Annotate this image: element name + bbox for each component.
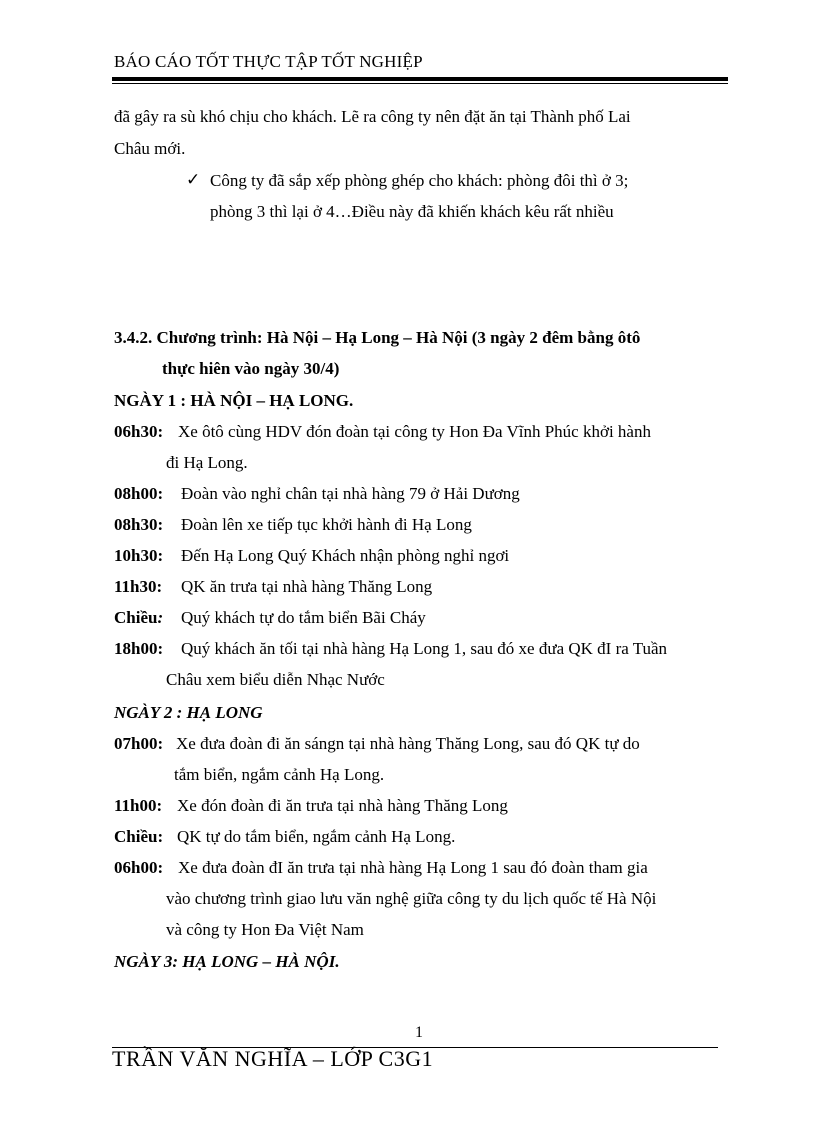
schedule-text-cont: Châu xem biểu diễn Nhạc Nước <box>166 670 385 689</box>
schedule-time <box>114 607 163 629</box>
schedule-text: Xe đón đoàn đi ăn trưa tại nhà hàng Thăng Long <box>177 796 508 815</box>
day3-title: NGÀY 3: HẠ LONG – HÀ NỘI. <box>114 952 340 971</box>
schedule-time: 10h30: <box>114 546 164 565</box>
bullet-line: phòng 3 thì lại ở 4…Điều này đã khiến khách kêu rất nhiều <box>210 202 614 221</box>
paragraph-line: đã gây ra sù khó chịu cho khách. Lẽ ra công ty nên đặt ăn tại Thành phố Lai <box>114 107 631 126</box>
header-rule-thin <box>112 83 728 84</box>
schedule-time: 08h30: <box>114 515 164 534</box>
schedule-text-cont: đi Hạ Long. <box>166 453 248 472</box>
schedule-time: 06h30: <box>114 422 164 441</box>
schedule-text: Đoàn vào nghỉ chân tại nhà hàng 79 ở Hải Dương <box>181 484 520 503</box>
schedule-text-cont: và công ty Hon Đa Việt Nam <box>166 920 364 939</box>
schedule-text-cont: vào chương trình giao lưu văn nghệ giữa công ty du lịch quốc tế Hà Nội <box>166 889 657 908</box>
page-number: 1 <box>415 1024 423 1041</box>
schedule-time: Chiều: <box>114 827 164 846</box>
schedule-time: 08h00: <box>114 484 164 503</box>
schedule-time: 11h30: <box>114 577 163 596</box>
schedule-time: 07h00: <box>114 734 164 753</box>
schedule-text: Quý khách tự do tắm biển Bãi Cháy <box>181 608 426 627</box>
schedule-time: 18h00: <box>114 639 164 658</box>
checkmark-icon: ✓ <box>186 170 201 189</box>
paragraph-line: Châu mới. <box>114 139 186 158</box>
schedule-text-cont: tắm biển, ngắm cảnh Hạ Long. <box>174 765 385 784</box>
day1-title: NGÀY 1 : HÀ NỘI – HẠ LONG. <box>114 391 354 410</box>
schedule-time: 11h00: <box>114 796 163 815</box>
section-heading: 3.4.2. Chương trình: Hà Nội – Hạ Long – Hà Nội (3 ngày 2 đêm bằng ôtô <box>114 328 641 347</box>
schedule-text: Xe đưa đoàn đI ăn trưa tại nhà hàng Hạ Long 1 sau đó đoàn tham gia <box>178 858 648 877</box>
schedule-time-colon: : <box>157 608 164 627</box>
schedule-text: Xe ôtô cùng HDV đón đoàn tại công ty Hon Đa Vĩnh Phúc khởi hành <box>178 422 651 441</box>
bullet-line: Công ty đã sắp xếp phòng ghép cho khách: phòng đôi thì ở 3; <box>210 171 629 190</box>
schedule-time-label: Chiều <box>114 608 158 627</box>
footer-author: TRẦN VĂN NGHĨA – LỚP C3G1 <box>112 1046 434 1071</box>
schedule-text: Quý khách ăn tối tại nhà hàng Hạ Long 1, sau đó xe đưa QK đI ra Tuần <box>181 639 668 658</box>
schedule-text: Xe đưa đoàn đi ăn sángn tại nhà hàng Thăng Long, sau đó QK tự do <box>176 734 640 753</box>
section-heading-cont: thực hiên vào ngày 30/4) <box>162 359 340 378</box>
schedule-text: Đoàn lên xe tiếp tục khởi hành đi Hạ Long <box>181 515 472 534</box>
page-header-title: BÁO CÁO TỐT THỰC TẬP TỐT NGHIỆP <box>114 52 423 71</box>
schedule-text: QK ăn trưa tại nhà hàng Thăng Long <box>181 577 433 596</box>
schedule-time: 06h00: <box>114 858 164 877</box>
schedule-text: QK tự do tắm biển, ngắm cảnh Hạ Long. <box>177 827 456 846</box>
day2-title: NGÀY 2 : HẠ LONG <box>114 703 263 722</box>
schedule-text: Đến Hạ Long Quý Khách nhận phòng nghỉ ngơi <box>181 546 510 565</box>
header-rule <box>112 77 728 81</box>
